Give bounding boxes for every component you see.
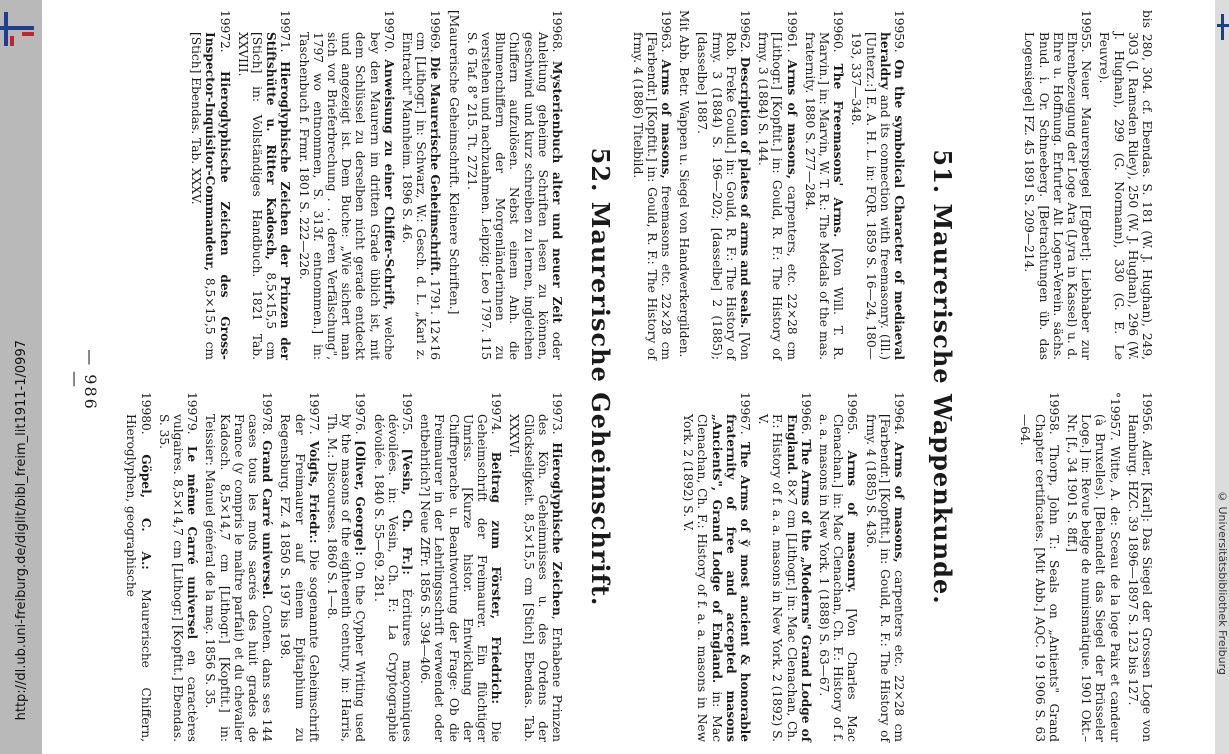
section-51-left-column bbox=[626, 10, 906, 360]
bibliography-entry bbox=[1065, 392, 1122, 742]
entry-title: Die Maurerische Geheimschrift. bbox=[428, 56, 443, 277]
entry-text: , Erhabene Prinzen des Kön. Geheimnisses u. des Ordens der Glückseligkeit. 8,5×15,5 cm [Stich] Ebendas. Tab. XXXVI. bbox=[507, 414, 564, 742]
entry-title: Description of plates of arms and seals. bbox=[737, 56, 752, 329]
bibliography-entry bbox=[863, 392, 906, 742]
entry-number: 19955. bbox=[1079, 10, 1094, 61]
bibliography-entry bbox=[681, 392, 752, 742]
entry-title: Hieroglyphische Zeichen des Gross-Inspector-Inquisitor-Commandeur, bbox=[203, 32, 232, 360]
entry-title: The Arms of the „Moderns" Grand Lodge of England. bbox=[784, 414, 813, 742]
entry-text: en caractères vulgaires. 8,5×14,7 cm [Lithogr.] [Kopftit.] Ebendas. S. 35. bbox=[156, 414, 200, 742]
bibliography-entry bbox=[203, 392, 274, 742]
entry-number: 19970. bbox=[381, 10, 396, 60]
entry-text: welche bey den Maurern im dritten Grade üblich ist, mit dem Schlüssel zu derselben nicht gerade entdeckt und angezeigt ist. Dem Buche: „Wie sichert man sich vor Brieferbrechung . . . deren Verfälschung", 1797 wo entnommen, S. 313f. entnommen.] in: Taschenbuch f. Frmr. 1801 S. 222—226. bbox=[296, 32, 396, 360]
entry-text: Thorp, John T.: Seals on „Antients" Grand Chapter certificates. [Mit Abb.] AQC. 19 1906 S. 63—64. bbox=[1018, 414, 1061, 742]
bibliography-entry bbox=[695, 10, 752, 360]
bibliography-entry bbox=[756, 392, 813, 742]
entry-text: 1791. 12×16 cm [Lithogr.] in: Schwarz, W.: Gesch. d. L. „Karl z. Eintracht" Mannheim. 1896 S. 46. bbox=[399, 32, 443, 360]
entry-number: 19965. bbox=[845, 392, 860, 451]
entry-number: 19978. bbox=[260, 392, 275, 441]
entry-text: Witte, A. de: Sceau de la loge Paix et candeur (à Bruxelles). [Behandelt das Siegel der Brüsseler Loge.] in: Revue belge de numismatique. 1901 Okt.–Nr. [f., 34 1901 S. 8ff.] bbox=[1064, 414, 1122, 742]
entry-title: Arms of masons, bbox=[658, 59, 673, 179]
entry-title: The Freemasons' Arms. bbox=[831, 63, 846, 238]
side-label-holder bbox=[0, 0, 42, 754]
top-right-column bbox=[1014, 392, 1154, 742]
entry-text: carpenters etc. 22×28 cm [Farbendr.] [Kopftit.] in: Gould, R. F.: The History of frmy. 4 (1885) S. 436. bbox=[863, 414, 906, 742]
entry-text: 8,5×15,5 cm [Stich] in: Vollständiges Handbuch. 1821 Tab. XXVIII. bbox=[235, 32, 279, 360]
entry-title: Arms of masonry. bbox=[845, 450, 860, 593]
section-52-right-column bbox=[120, 392, 564, 742]
entry-title: Hieroglyphische Zeichen bbox=[550, 442, 564, 616]
bibliography-entry bbox=[756, 10, 799, 360]
entry-title: [Oliver, George]: bbox=[353, 440, 368, 556]
entry-text: [Von Rob. Freke Gould.] in: Gould, R. F.: The History of frmy. 3 (1884) S. 196—202; [dasselbe] 2 (1885); [dasselbe] 1887. bbox=[695, 32, 752, 360]
entry-text: Maurerische Chiffern, Hieroglyphen, geographische bbox=[124, 414, 153, 742]
entry-number: 19959. bbox=[892, 10, 906, 60]
entry-number: 19967. bbox=[737, 392, 752, 442]
entry-text: Écritures maçonniques dévoilées. in: Vesin, Ch. F.: La Cryptographie dévoilée. 1840 S. 55—69. 281. bbox=[371, 414, 414, 742]
bibliography-entry bbox=[278, 392, 321, 742]
entry-number: 19958. bbox=[1046, 392, 1061, 446]
entry-text: [Von Charles Mac Clenachan.] in: Mac Clenachan, Ch. F.: History of f. a. a. masons in New York. 1 (1888) S. 63—67. bbox=[816, 414, 860, 742]
entry-text: Conten. dans ses 144 cases tous les mots sacrés des huit grades de France (y compris le maître parfait) et du chevalier Kadosch. 8,5×14,7 cm [Lithogr.] [Kopftit.] in: Teissier: Manuel général de la maç. 1856 S. 35. bbox=[203, 414, 275, 743]
bibliography-entry bbox=[446, 10, 460, 360]
entry-title: Anweisung zu einer Chiffer-Schrift, bbox=[381, 59, 396, 310]
entry-number: 19977. bbox=[306, 392, 321, 441]
entry-number: 19956. bbox=[1140, 392, 1154, 441]
copyright-label: © Universitätsbibliothek Freiburg bbox=[1216, 490, 1229, 675]
entry-number: 19974. bbox=[489, 392, 504, 452]
entry-title: Voigts, Friedr.: bbox=[306, 440, 321, 544]
bibliography-entry bbox=[371, 392, 414, 742]
entry-number: 19980. bbox=[138, 392, 153, 455]
entry-number: 19968. bbox=[550, 10, 564, 62]
entry-title: Le même Carré universel bbox=[185, 445, 200, 640]
bibliography-entry bbox=[236, 10, 293, 360]
entry-title: Göpel, C. A.: bbox=[138, 454, 153, 570]
entry-text: carpenters, etc. 22×28 cm [Lithogr.] [Kopftit.] in: Gould, R. F.: The History of frmy. 3 (1884) S. 144. bbox=[756, 32, 799, 360]
entry-text: freemasons etc. 22×28 cm [Farbendr.] [Kopftit.] in: Gould, R. F.: The History of frmy. 4 (1886) Titelbild. bbox=[630, 32, 673, 360]
entry-number: 19966. bbox=[798, 392, 813, 440]
entry-number: 19972. bbox=[217, 10, 232, 72]
entry-title: Mysterienbuch alter und neuer Zeit bbox=[550, 61, 564, 324]
entry-number: 19976. bbox=[353, 392, 368, 441]
entry-number: 19971. bbox=[278, 10, 293, 62]
entry-title: [Vesin, Ch. Fr.]: bbox=[399, 448, 414, 575]
bibliography-entry bbox=[849, 10, 906, 360]
library-logo-right-icon bbox=[1217, 14, 1229, 42]
bibliography-entry bbox=[124, 392, 152, 742]
page-number: — 986 — bbox=[66, 349, 100, 411]
entry-text: Adler, [Karl]: Das Siegel der Grossen Loge von Hamburg. HZC. 39 1896—1897 S. 123 bis 127. bbox=[1125, 414, 1154, 742]
entry-text: in: Mac Clenachan, Ch. F.: History of f. a. a. masons in New York. 2 (1892) S. V. bbox=[681, 414, 724, 742]
entry-title: Arms of masons, bbox=[892, 442, 906, 563]
entry-text: Die Geheimschrift der Freimaurer. Ein flüchtiger Umriss. [Kurze histor. Entwicklung der Chiffreprache u. Beantwortung der Frage: Ob die Freimaurer in der Lehrlingsschrift verwendet oder entbehrlich?] Neue ZfFr. 1856 S. 394—406. bbox=[418, 414, 504, 742]
bibliography-entry bbox=[803, 10, 846, 360]
bibliography-entry bbox=[677, 10, 691, 360]
bibliography-entry bbox=[296, 10, 395, 360]
section-51-right-column bbox=[677, 392, 906, 742]
entry-number: 19975. bbox=[399, 392, 414, 449]
bibliography-entry bbox=[189, 10, 232, 360]
section-52-left-column bbox=[185, 10, 564, 360]
entry-number: 19961. bbox=[784, 10, 799, 60]
entry-text: On the Cypher Writing used by the masons of the eighteenth century. in: Harris, Th. M.: Discourses. 1860 S. 1—8. bbox=[324, 414, 368, 742]
entry-title: The Arms of y̆ most ancient & honorable fraternity of free and accepted masons „Ancients", Grand Lodge of England. bbox=[709, 414, 752, 742]
entry-number: 19962. bbox=[737, 10, 752, 57]
bibliography-entry bbox=[1018, 392, 1061, 742]
entry-text: bis 280, 304. cf. Ebendas. S. 181 (W. J. Hughan), 249, 303 (J. Ramsden Riley), 250 (W. J. Hughan), 296 (W. J. Hughan), 299 (G. Normann), 330 (G. E. Le Feuvre). bbox=[1097, 10, 1154, 360]
bibliography-entry bbox=[157, 392, 200, 742]
entry-title: Beitrag zum Förster, Friedrich: bbox=[489, 451, 504, 705]
entry-text: 8×7 cm [Lithogr.] in: Mac Clenachan, Ch. F.: History of f. a. a. masons in New York. 2 (1892) S. V. bbox=[756, 414, 799, 742]
bibliography-entry bbox=[1022, 10, 1093, 360]
entry-title: Arms of masons, bbox=[784, 59, 799, 179]
bibliography-entry bbox=[325, 392, 368, 742]
bibliography-entry bbox=[465, 10, 564, 360]
entry-text: oder Anleitung geheime Schriften lesen zu können, geschwind und kurz schreiben zu lernen, ingleichen Chiffern aufzulösen. Nebst einem Anh. die Blumenchiffern der Morgenländerinnen zu verstehen und nachzuahmen. Leipzig: Leo 1797. 115 S. 6 Taf. 8° 215. Tt. 2721. bbox=[464, 32, 564, 360]
entry-title: Hieroglyphische Zeichen der Prinzen der Stiftshütte u. Ritter Kadosch, bbox=[264, 32, 293, 360]
entry-text: 8,5×15,5 cm [Stich] Ebendas. Tab. XXXV. bbox=[189, 32, 218, 360]
entry-text: Neuer Maurerspiegel [Egbert]: Liebhaber zur Ehrenbezeugung der Loge Ara (Lyra in Kassel) u. d. Ehre u. Hoffnung. Erfurter Alt Logen-Verein. sächs. Bnud. i. Or. Schneeberg. [Betrachtungen üb. das Logensiegel] FZ. 45 1891 S. 209—214. bbox=[1022, 32, 1094, 360]
entry-title: On the symbolical Character of mediaeval heraldry bbox=[877, 32, 906, 360]
bibliography-entry bbox=[630, 10, 673, 360]
entry-number: °19957. bbox=[1107, 392, 1122, 447]
entry-text: [Maurerische Geheimschrift. Kleinere Schriften.] bbox=[446, 10, 461, 315]
entry-number: 19973. bbox=[550, 392, 564, 443]
entry-title: Grand Carré universel. bbox=[260, 440, 275, 600]
bibliography-entry bbox=[817, 392, 860, 742]
bibliography-entry bbox=[1126, 392, 1154, 742]
entry-text: Die sogenannte Geheimschrift der Freimaurer auf einem Epitaphium zu Regensburg. FZ. 4 1850 S. 197 bis 198. bbox=[278, 414, 321, 742]
scanned-page bbox=[66, 0, 1156, 754]
entry-number: 19969. bbox=[428, 10, 443, 57]
document-url[interactable]: http://dl.ub.uni-freiburg.de/diglit/bibl_freim_lit1911-1/0997 bbox=[14, 340, 29, 721]
entry-number: 19963. bbox=[658, 10, 673, 60]
bibliography-entry bbox=[400, 10, 443, 360]
section-51-title: 51. Maurerische Wappenkunde. bbox=[928, 149, 957, 605]
entry-number: 19979. bbox=[185, 392, 200, 446]
entry-number: 19964. bbox=[892, 392, 906, 443]
entry-text: [Von Will. T. R. Marvin.] in: Marvin, W. T. R.: The Medals of the mas. fraternity. 1880 S. 277—284. bbox=[802, 32, 846, 360]
bibliography-entry bbox=[1097, 10, 1154, 360]
bibliography-entry bbox=[507, 392, 564, 742]
top-left-column bbox=[1018, 10, 1154, 360]
entry-text: and its connection with freemasonry. (Ill.) [Unterz.:] E. A. H. L. in: FQR. 1859 S. 16—24, 180—193, 337—348. bbox=[849, 32, 892, 360]
bibliography-entry bbox=[418, 392, 503, 742]
entry-number: 19960. bbox=[831, 10, 846, 64]
entry-text: Mit Abb. Betr. Wappen u. Siegel von Handwerkergilden. bbox=[677, 10, 692, 358]
section-52-title: 52. Maurerische Geheimschrift. bbox=[586, 147, 615, 607]
